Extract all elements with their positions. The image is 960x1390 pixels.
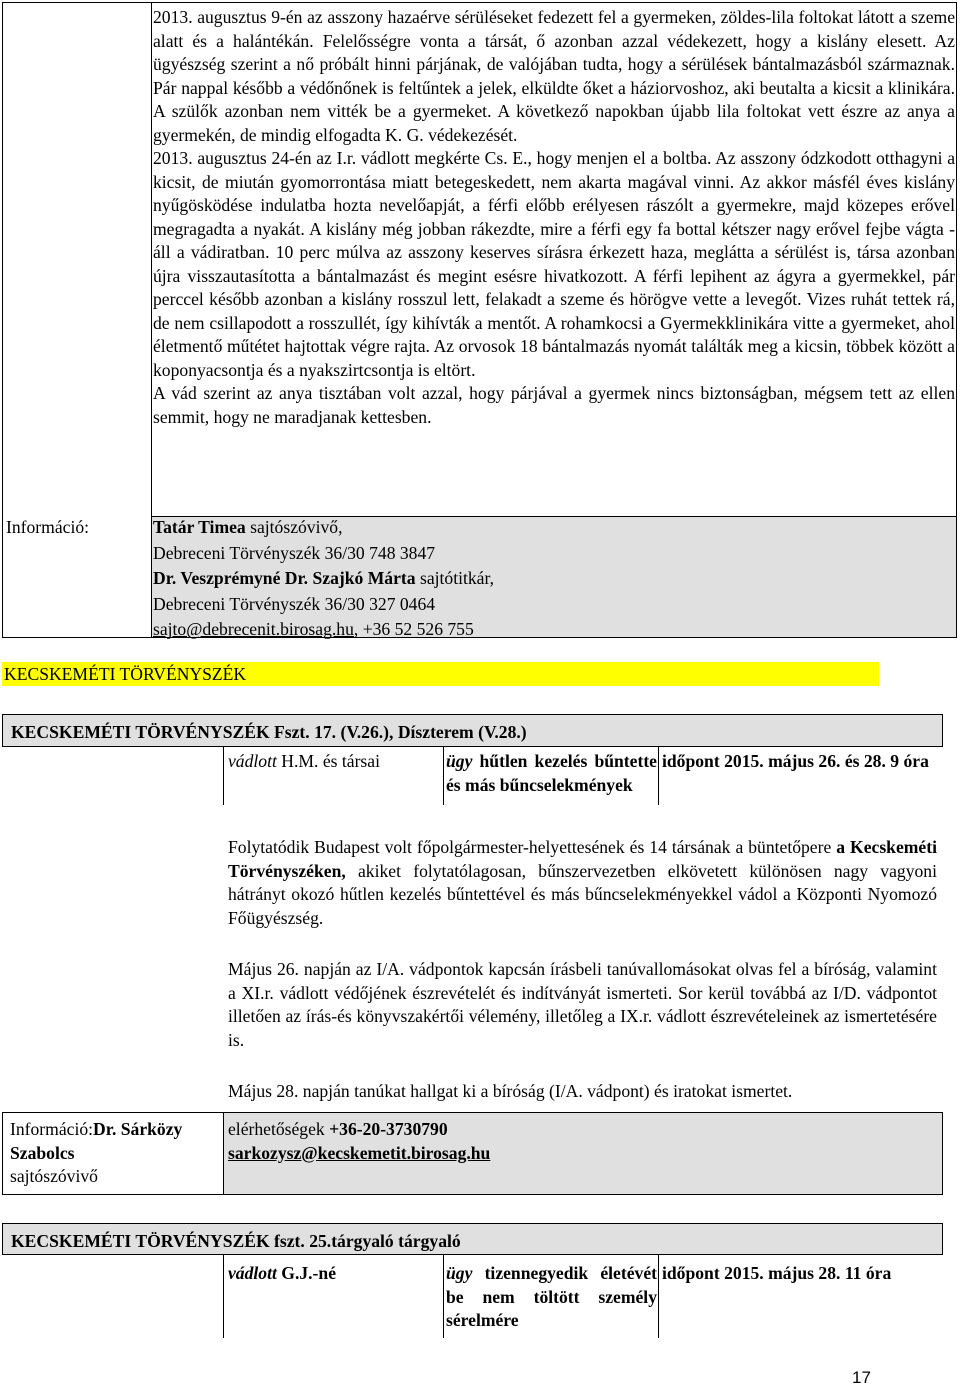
- contact1-phone: Debreceni Törvényszék 36/30 748 3847: [153, 542, 436, 563]
- case2-header: KECSKEMÉTI TÖRVÉNYSZÉK fszt. 25.tárgyaló tárgyaló: [2, 1223, 943, 1255]
- spokesperson-role: sajtószóvivő: [10, 1166, 98, 1186]
- date-value: 2015. május 28. 11 óra: [719, 1263, 892, 1283]
- info-label: Információ:: [10, 1119, 94, 1139]
- contact2-role: sajtótitkár,: [415, 568, 495, 588]
- case2-date: [662, 1262, 952, 1286]
- contacts-email-link[interactable]: sarkozysz@kecskemetit.birosag.hu: [228, 1142, 491, 1163]
- contact-email-link[interactable]: sajto@debrecenit.birosag.hu: [153, 619, 354, 639]
- defendant-label: vádlott: [228, 1263, 277, 1283]
- page-number: 17: [852, 1368, 871, 1387]
- case1-date: [662, 750, 952, 774]
- spokesperson-name: Dr. Sárközy Szabolcs: [10, 1119, 183, 1163]
- case1-info-label-cell: [10, 1118, 224, 1189]
- defendant-label: vádlott: [228, 751, 277, 771]
- case2-defendant: [228, 1262, 443, 1286]
- court-heading: KECSKEMÉTI TÖRVÉNYSZÉK: [2, 662, 879, 686]
- case-label: ügy: [446, 1263, 473, 1283]
- case1-paragraph-2: Május 26. napján az I/A. vádpontok kapcsán írásbeli tanúvallomásokat olvas fel a bíróság, valamint a XI.r. vádlott védőjének észrevételét és indítványát ismerteti. Sor kerül továbbá az I/D. vádpontot illetően az írás-és könyvszakértői vélemény, illetőleg a IX.r. vádlott észrevételeinek az ismertetésére is.: [228, 959, 937, 1050]
- case-description: [153, 6, 955, 429]
- contact2-name: Dr. Veszprémyné Dr. Szajkó Márta: [153, 568, 416, 588]
- contact2-phone: Debreceni Törvényszék 36/30 327 0464: [153, 593, 436, 614]
- info-label: Információ:: [6, 517, 90, 537]
- contact1-role: sajtószóvivő,: [245, 517, 343, 537]
- case1-paragraph-1: Folytatódik Budapest volt főpolgármester-helyettesének és 14 társának a büntetőpere a Kecskeméti Törvényszéken, akiket folytatólagosan, bűnszervezetben elkövetett különösen nagy vagyoni hátrányt okozó hűtlen kezelés bűntettével és más bűncselekményekkel vádol a Központi Nyomozó Főügyészség.: [228, 837, 937, 928]
- date-label: időpont: [662, 1263, 720, 1283]
- case2-subject: [446, 1262, 657, 1333]
- case1-subject: [446, 750, 657, 797]
- case-desc: tizennegyedik életévét be nem töltött személy sérelmére: [446, 1263, 657, 1330]
- paragraph-3: A vád szerint az anya tisztában volt azzal, hogy párjával a gyermek nincs biztonságban, mégsem tett az ellen semmit, hogy ne maradjanak kettesben.: [153, 383, 955, 427]
- date-label: időpont: [662, 751, 720, 771]
- case-label: ügy: [446, 751, 473, 771]
- contact-phone-extra: , +36 52 526 755: [353, 619, 474, 639]
- contacts-label: elérhetőségek: [228, 1119, 325, 1139]
- defendant-name: G.J.-né: [276, 1263, 337, 1283]
- case1-contacts: [228, 1118, 928, 1165]
- case1-paragraph-3: Május 28. napján tanúkat hallgat ki a bíróság (I/A. vádpont) és iratokat ismertet.: [228, 1081, 793, 1101]
- case1-header: KECSKEMÉTI TÖRVÉNYSZÉK Fszt. 17. (V.26.), Díszterem (V.28.): [2, 714, 943, 747]
- paragraph-1: 2013. augusztus 9-én az asszony hazaérve sérüléseket fedezett fel a gyermeken, zöldes-lila foltokat látott a szeme alatt és a halántékán. Felelősségre vonta a társát, ő azonban azzal védekezett, hogy a kislány elesett. Az ügyészség szerint a nő próbált hinni párjának, de valójában tudta, hogy a sérülések bántalmazásból származnak. Pár nappal később a védőnőnek is feltűntek a jelek, elküldte őket a háziorvoshoz, aki beutalta a kicsit a klinikára. A szülők azonban nem vitték be a gyermeket. A következő napokban újabb lila foltokat vett észre az anya a gyermekén, de mindig elfogadta K. G. védekezését.: [153, 7, 955, 145]
- case-desc: hűtlen kezelés bűntette és más bűncselekmények: [446, 751, 657, 795]
- defendant-name: H.M. és társai: [276, 751, 380, 771]
- paragraph-2: 2013. augusztus 24-én az I.r. vádlott megkérte Cs. E., hogy menjen el a boltba. Az asszony ódzkodott otthagyni a kicsit, de miután gyomorrontása miatt betegeskedett, nem akarta magával vinni. Az akkor másfél éves kislány nyűgösködése indulatba hozta nevelőapját, a férfi előbb erélyesen rászólt a gyermekre, majd közepes erővel megragadta a nyakát. A kislány még jobban rákezdte, mire a férfi egy fa bottal kétszer nagy erővel fejbe vágta - áll a vádiratban. 10 perc múlva az asszony keserves sírásra érkezett haza, meglátta a sérülést is, társa azonban újra visszautasította a bántalmazást és megint esésre hivatkozott. A férfi lepihent az ágyra a gyermekkel, pár perccel később azonban a kislány rosszul lett, felakadt a szeme és hörögve vette a levegőt. Vizes ruhát tettek rá, de nem csillapodott a rosszullét, így kihívták a mentőt. A rohamkocsi a Gyermekklinikára vitte a gyermeket, ahol életmentő műtétet hajtottak végre rajta. Az orvosok 18 bántalmazás nyomát találták meg a kicsin, többek között a koponyacsontja és a nyakszirtcsontja is eltört.: [153, 148, 955, 380]
- case1-defendant: [228, 750, 443, 774]
- contact-info: [153, 516, 953, 644]
- contact1-name: Tatár Timea: [153, 517, 246, 537]
- contacts-phone: +36-20-3730790: [324, 1119, 448, 1139]
- date-value: 2015. május 26. és 28. 9 óra: [719, 751, 929, 771]
